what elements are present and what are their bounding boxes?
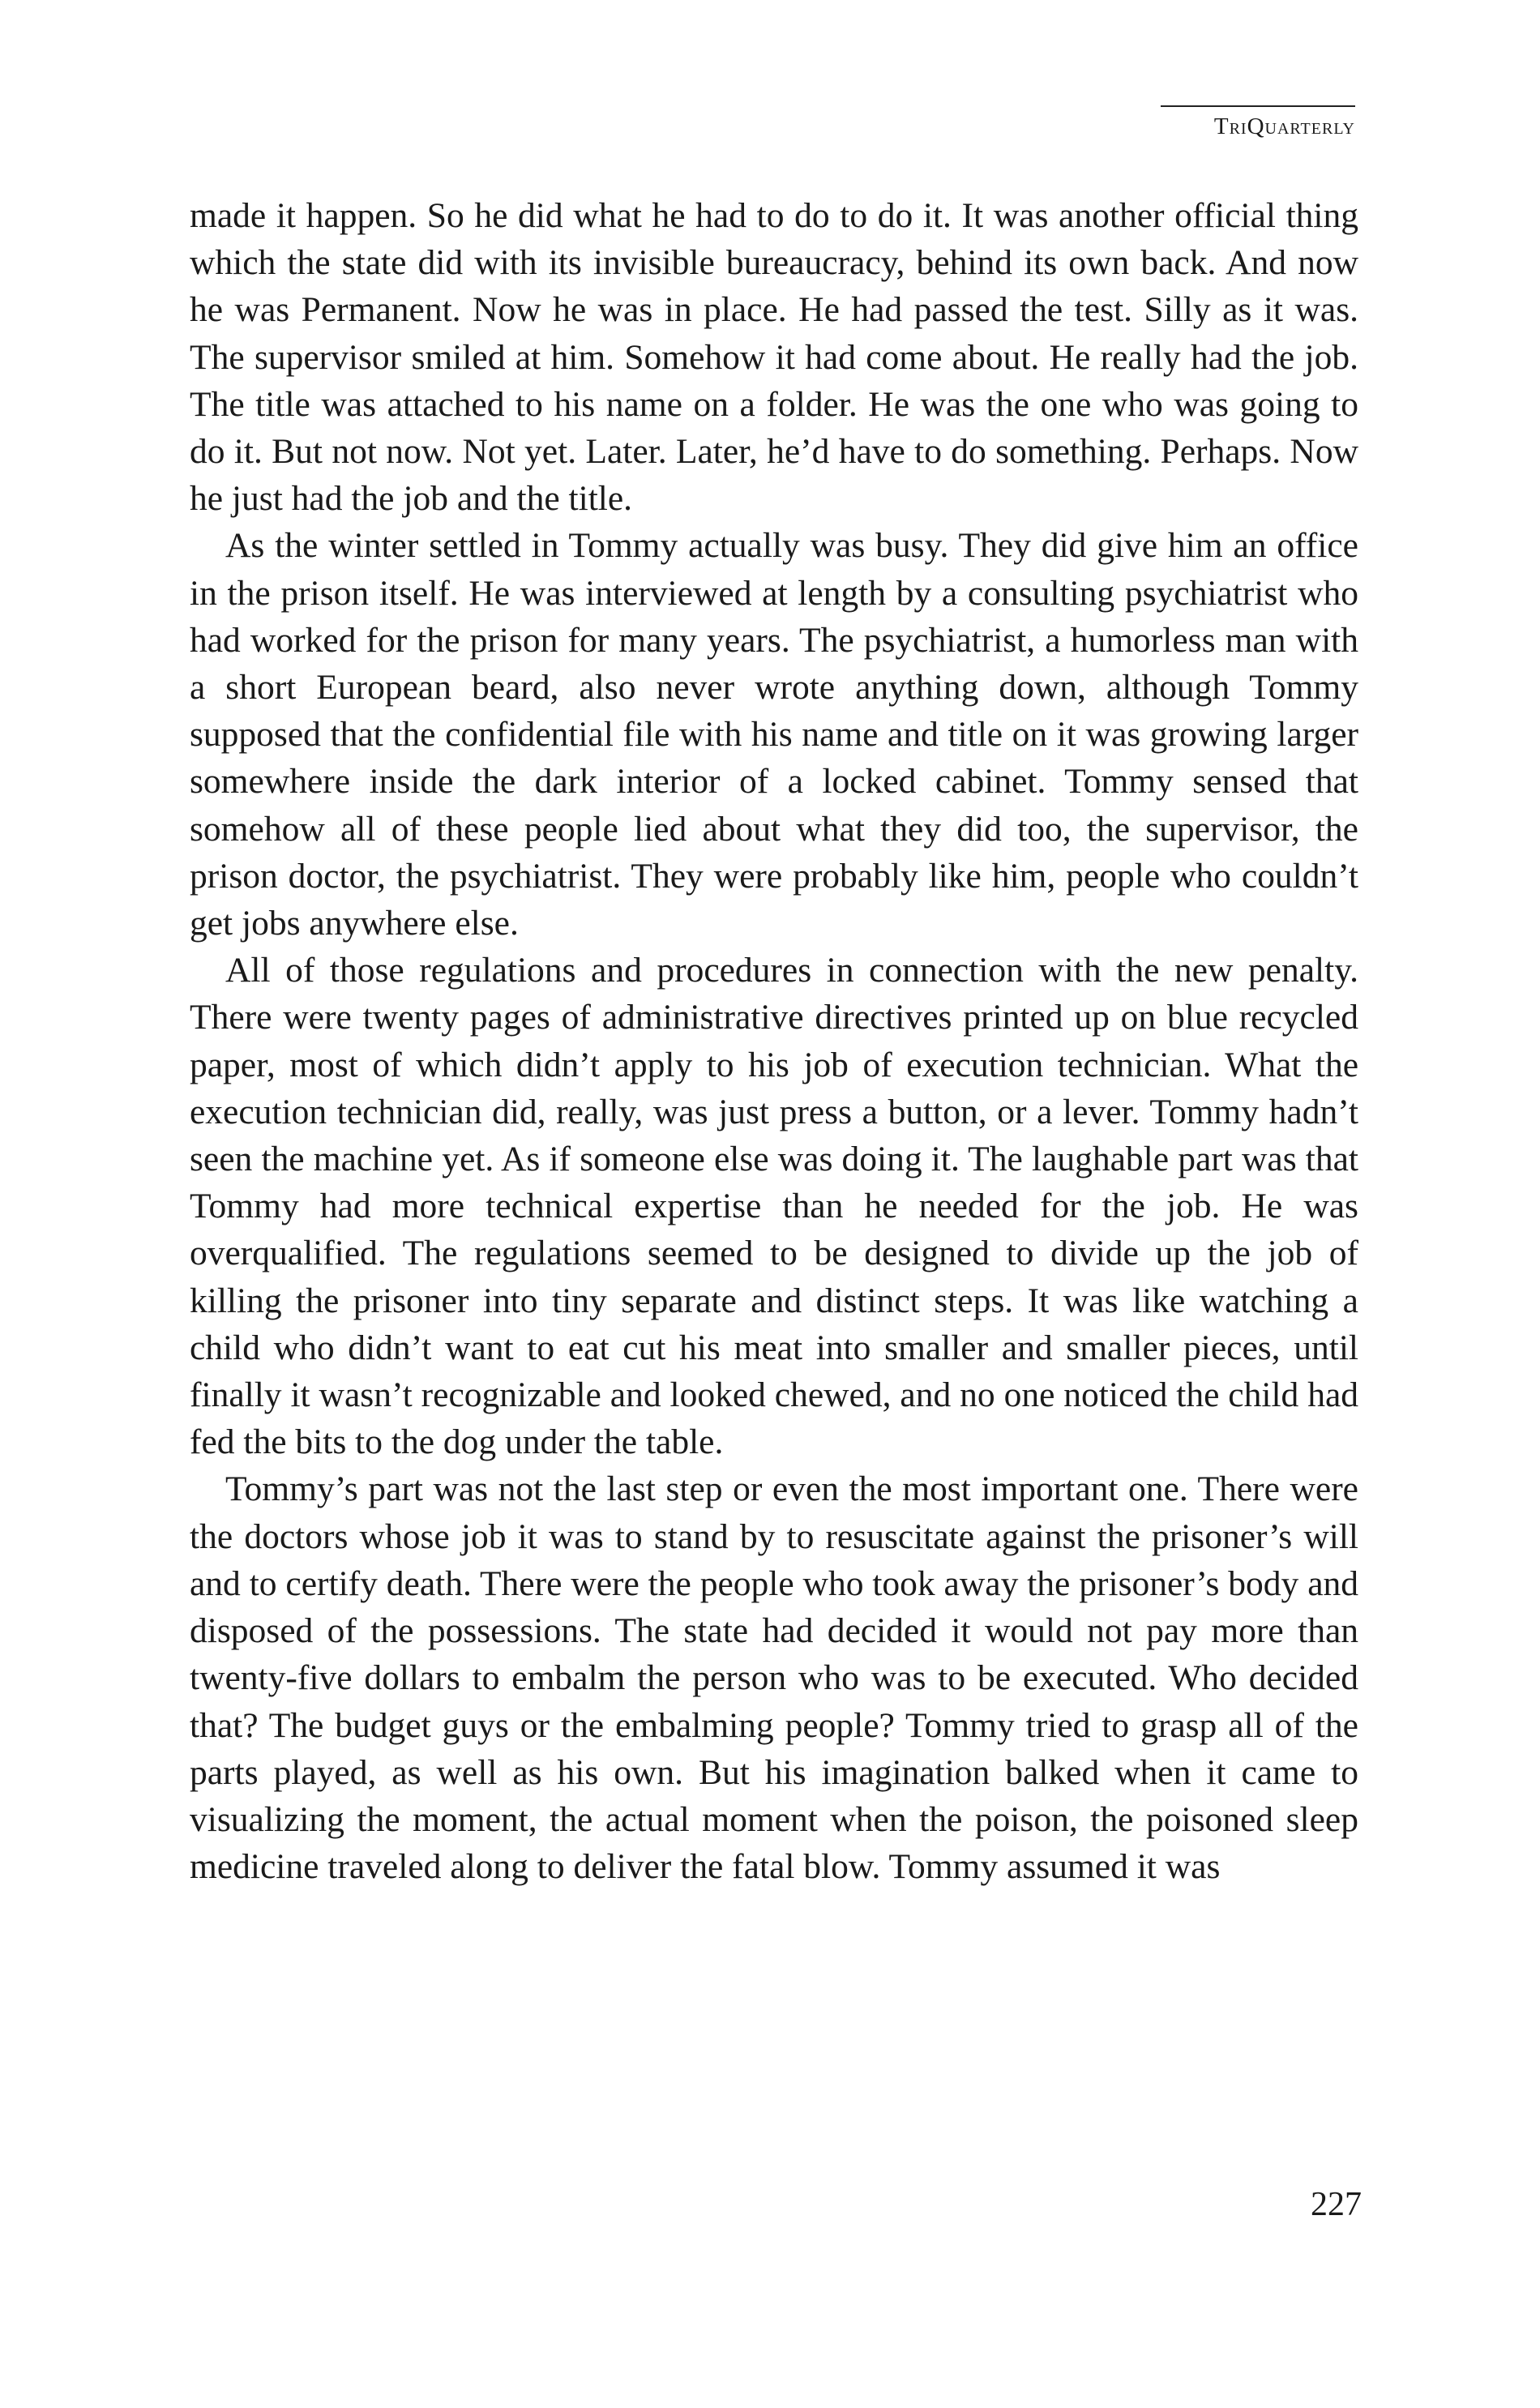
running-head — [1214, 113, 1355, 140]
paragraph-1: made it happen. So he did what he had to do to do it. It was another official thing which the state did with its invisible bureaucracy, behind its own back. And now he was Permanent. Now he was in place. He had passed the test. Silly as it was. The supervisor smiled at him. Somehow it had come about. He really had the job. The title was attached to his name on a folder. He was the one who was going to do it. But not now. Not yet. Later. Later, he’d have to do something. Perhaps. Now he just had the job and the title. — [190, 196, 1358, 519]
paragraph-3: All of those regulations and procedures in connection with the new penalty. There were twenty pages of administrative directives printed up on blue recycled paper, most of which didn’t apply to his job of execution technician. What the execution technician did, really, was just press a button, or a lever. Tommy hadn’t seen the machine yet. As if someone else was doing it. The laughable part was that Tommy had more technical expertise than he needed for the job. He was overqualified. The regulations seemed to be designed to divide up the job of killing the prisoner into tiny separate and distinct steps. It was like watching a child who didn’t want to eat cut his meat into smaller and smaller pieces, until finally it wasn’t recognizable and looked chewed, and no one noticed the child had fed the bits to the dog under the table. — [190, 951, 1358, 1462]
header-rule — [1161, 105, 1355, 107]
page-number: 227 — [1311, 2186, 1362, 2223]
body-text — [190, 192, 1358, 1890]
journal-title: TriQuarterly — [1213, 113, 1355, 139]
paragraph-4: Tommy’s part was not the last step or even the most important one. There were the doctors whose job it was to stand by to resuscitate against the prisoner’s will and to certify death. There were the people who took away the prisoner’s body and disposed of the possessions. The state had decided it would not pay more than twenty-five dollars to embalm the person who was to be executed. Who decided that? The budget guys or the embalming people? Tommy tried to grasp all of the parts played, as well as his own. But his imagination balked when it came to visualizing the moment, the actual moment when the poison, the poisoned sleep medicine traveled along to deliver the fatal blow. Tommy assumed it was — [190, 1469, 1358, 1887]
paragraph-2: As the winter settled in Tommy actually was busy. They did give him an office in the prison itself. He was interviewed at length by a consulting psychiatrist who had worked for the prison for many years. The psychiatrist, a humorless man with a short European beard, also never wrote anything down, although Tommy supposed that the confidential file with his name and title on it was growing larger somewhere inside the dark interior of a locked cabinet. Tommy sensed that somehow all of these people lied about what they did too, the supervisor, the prison doctor, the psychiatrist. They were probably like him, people who couldn’t get jobs anywhere else. — [190, 526, 1358, 943]
